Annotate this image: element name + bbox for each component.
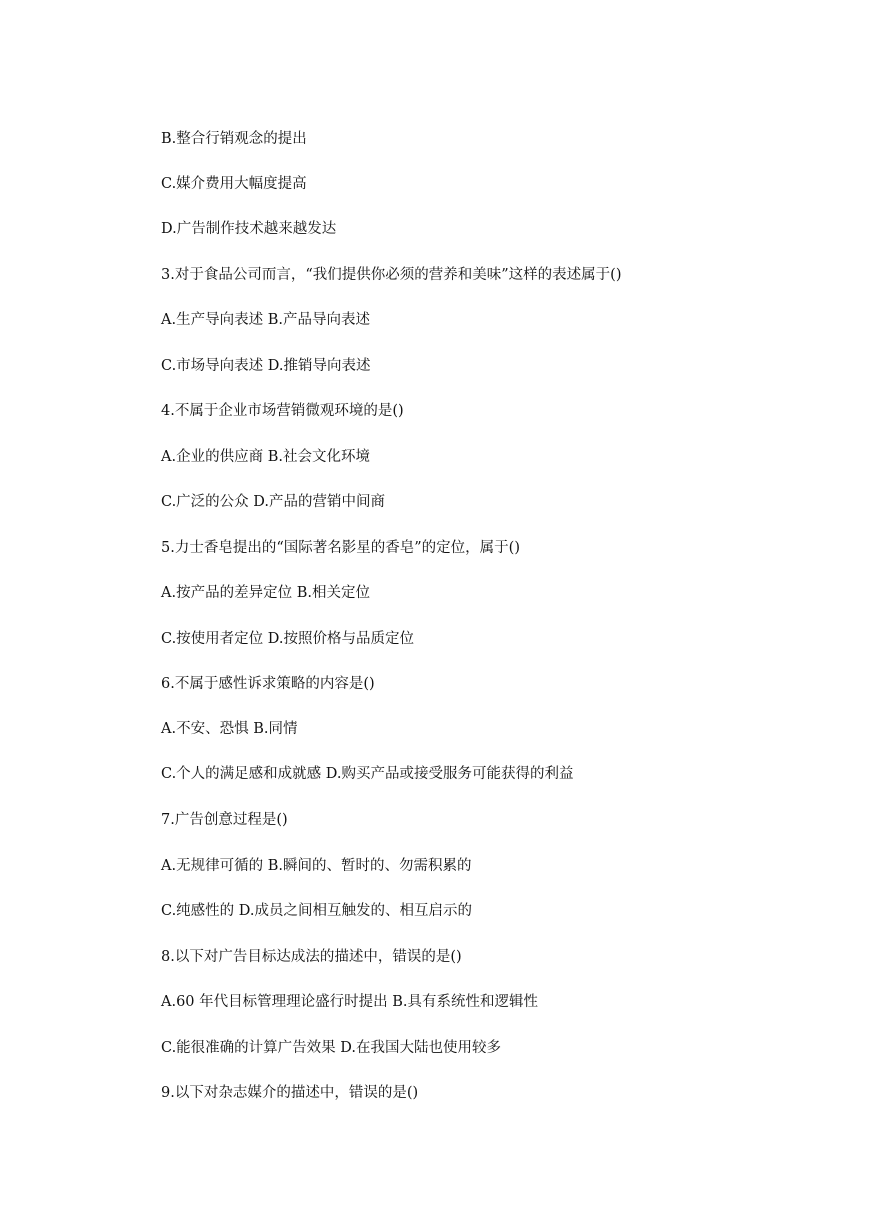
option-line-c: C.媒介费用大幅度提高	[161, 176, 307, 192]
question-6-options-ab: A.不安、恐惧 B.同情	[161, 721, 298, 737]
question-5-options-cd: C.按使用者定位 D.按照价格与品质定位	[161, 631, 415, 647]
question-3-options-cd: C.市场导向表述 D.推销导向表述	[161, 358, 371, 374]
question-5: 5.力士香皂提出的“国际著名影星的香皂”的定位，属于()	[161, 540, 520, 556]
question-7: 7.广告创意过程是()	[161, 812, 288, 828]
question-3: 3.对于食品公司而言，“我们提供你必须的营养和美味”这样的表述属于()	[161, 267, 622, 283]
question-8-options-ab: A.60 年代目标管理理论盛行时提出 B.具有系统性和逻辑性	[161, 994, 539, 1010]
question-4-options-ab: A.企业的供应商 B.社会文化环境	[161, 449, 370, 465]
option-line-b: B.整合行销观念的提出	[161, 131, 307, 147]
question-7-options-ab: A.无规律可循的 B.瞬间的、暂时的、勿需积累的	[161, 858, 472, 874]
question-8: 8.以下对广告目标达成法的描述中，错误的是()	[161, 949, 462, 965]
question-7-options-cd: C.纯感性的 D.成员之间相互触发的、相互启示的	[161, 903, 473, 919]
question-5-options-ab: A.按产品的差异定位 B.相关定位	[161, 585, 370, 601]
question-4: 4.不属于企业市场营销微观环境的是()	[161, 403, 404, 419]
question-4-options-cd: C.广泛的公众 D.产品的营销中间商	[161, 494, 386, 510]
question-6: 6.不属于感性诉求策略的内容是()	[161, 676, 375, 692]
option-line-d: D.广告制作技术越来越发达	[161, 221, 337, 237]
question-8-options-cd: C.能很准确的计算广告效果 D.在我国大陆也使用较多	[161, 1040, 502, 1056]
question-9: 9.以下对杂志媒介的描述中，错误的是()	[161, 1085, 419, 1101]
question-3-options-ab: A.生产导向表述 B.产品导向表述	[161, 312, 370, 328]
question-6-options-cd: C.个人的满足感和成就感 D.购买产品或接受服务可能获得的利益	[161, 766, 574, 782]
